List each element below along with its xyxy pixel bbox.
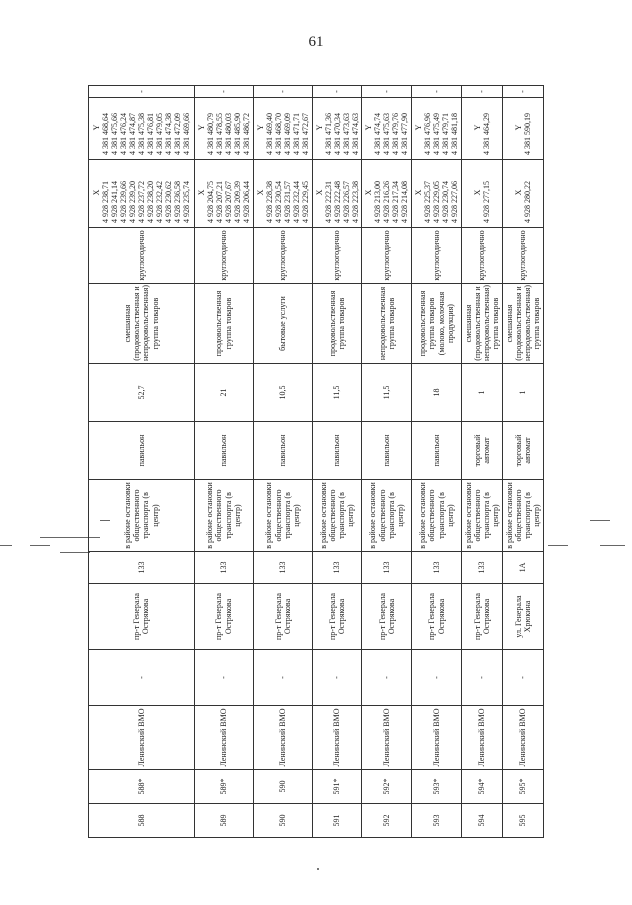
trade-places-table (88, 85, 544, 838)
cell-x (502, 160, 543, 228)
cell-street: пр-т Генерала Острякова (412, 584, 462, 650)
cell-code: 595* (502, 770, 543, 804)
cell-landmark: в районе остановки общественного транспорта (в центр) (502, 480, 543, 552)
axis-label: Y (413, 124, 423, 131)
coordinate-values: 4 928 277,15 (481, 181, 491, 223)
cell-house: 133 (461, 552, 502, 584)
coordinate-values: 4 381 471,36 4 381 470,34 4 381 473,63 4 381 474,63 (323, 113, 360, 155)
cell-num: 592 (362, 804, 412, 838)
coordinate-values: 4 381 474,74 4 381 475,63 4 381 479,76 4 381 477,90 (373, 113, 410, 155)
scan-mark (30, 545, 50, 546)
cell-note: - (412, 86, 462, 98)
cell-extra: - (461, 650, 502, 706)
axis-label: Y (196, 124, 206, 131)
cell-y (89, 98, 195, 160)
cell-num: 588 (89, 804, 195, 838)
cell-specialization: бытовые услуги (253, 284, 312, 364)
cell-area: 11,5 (362, 364, 412, 422)
cell-house: 133 (194, 552, 253, 584)
cell-type: павильон (89, 422, 195, 480)
cell-extra: - (312, 650, 362, 706)
cell-num: 589 (194, 804, 253, 838)
cell-code: 588* (89, 770, 195, 804)
cell-type: павильон (362, 422, 412, 480)
cell-extra: - (89, 650, 195, 706)
scan-mark (548, 545, 568, 546)
axis-label: X (472, 189, 482, 196)
cell-specialization: непродовольственная группа товаров (362, 284, 412, 364)
cell-code: 591* (312, 770, 362, 804)
table-row (89, 86, 195, 838)
cell-period: круглогодично (461, 228, 502, 284)
axis-label: Y (513, 124, 523, 131)
rotated-table-wrapper (88, 86, 544, 838)
coordinate-values: 4 381 468,64 4 381 475,66 4 381 476,24 4 381 474,87 4 381 475,38 4 381 476,81 4 381 479,05 4 381 474,38 4 381 472,09 4 381 469,66 (100, 113, 191, 155)
cell-specialization: смешанная (продовольственная и непродовольственная) группа товаров (89, 284, 195, 364)
coordinate-values: 4 928 222,31 4 928 222,48 4 928 226,57 4 928 223,38 (323, 181, 360, 223)
coordinate-values: 4 381 464,29 (481, 113, 491, 155)
cell-landmark: в районе остановки общественного транспорта (в центр) (362, 480, 412, 552)
cell-num: 593 (412, 804, 462, 838)
cell-landmark: в районе остановки общественного транспорта (в центр) (194, 480, 253, 552)
cell-type: павильон (312, 422, 362, 480)
table-row (502, 86, 543, 838)
axis-label: Y (314, 124, 324, 131)
table-row (461, 86, 502, 838)
cell-y (194, 98, 253, 160)
cell-landmark: в районе остановки общественного транспорта (в центр) (312, 480, 362, 552)
cell-x (461, 160, 502, 228)
scan-mark (590, 520, 610, 521)
table-row (194, 86, 253, 838)
cell-period: круглогодично (253, 228, 312, 284)
cell-code: 594* (461, 770, 502, 804)
cell-num: 594 (461, 804, 502, 838)
scan-mark (60, 552, 90, 553)
cell-area: 10,5 (253, 364, 312, 422)
coordinate-values: 4 928 225,37 4 928 229,05 4 928 230,74 4 928 227,06 (422, 181, 460, 223)
cell-district: Ленинский ВМО (362, 706, 412, 770)
cell-district: Ленинский ВМО (89, 706, 195, 770)
table-row (362, 86, 412, 838)
cell-house: 1А (502, 552, 543, 584)
cell-extra: - (362, 650, 412, 706)
cell-district: Ленинский ВМО (412, 706, 462, 770)
cell-specialization: смешанная (продовольственная и непродовольственная) группа товаров (502, 284, 543, 364)
scan-mark (0, 545, 12, 546)
cell-district: Ленинский ВМО (502, 706, 543, 770)
axis-label: Y (472, 124, 482, 131)
cell-area: 18 (412, 364, 462, 422)
cell-code: 592* (362, 770, 412, 804)
cell-house: 133 (412, 552, 462, 584)
cell-area: 21 (194, 364, 253, 422)
coordinate-values: 4 928 213,00 4 928 216,26 4 928 217,34 4 928 214,08 (373, 181, 410, 223)
cell-y (412, 98, 462, 160)
axis-label: X (91, 189, 101, 196)
cell-note: - (253, 86, 312, 98)
cell-landmark: в районе остановки общественного транспорта (в центр) (89, 480, 195, 552)
cell-x (412, 160, 462, 228)
coordinate-values: 4 928 228,38 4 928 230,54 4 928 231,57 4 928 232,44 4 928 229,45 (264, 181, 310, 223)
cell-code: 589* (194, 770, 253, 804)
cell-note: - (502, 86, 543, 98)
cell-area: 52,7 (89, 364, 195, 422)
cell-note: - (312, 86, 362, 98)
cell-y (253, 98, 312, 160)
cell-code: 590 (253, 770, 312, 804)
cell-area: 1 (502, 364, 543, 422)
cell-type: торговый автомат (502, 422, 543, 480)
cell-type: павильон (412, 422, 462, 480)
cell-extra: - (412, 650, 462, 706)
cell-x (89, 160, 195, 228)
coordinate-values: 4 381 469,40 4 381 468,70 4 381 469,09 4 381 471,71 4 381 472,67 (264, 113, 310, 155)
cell-district: Ленинский ВМО (194, 706, 253, 770)
cell-specialization: продовольственная группа товаров (312, 284, 362, 364)
coordinate-values: 4 928 204,75 4 928 207,21 4 928 207,67 4 928 209,39 4 928 206,44 (205, 181, 251, 223)
axis-label: X (364, 189, 374, 196)
cell-period: круглогодично (194, 228, 253, 284)
cell-note: - (461, 86, 502, 98)
cell-y (362, 98, 412, 160)
axis-label: X (314, 189, 324, 196)
axis-label: Y (91, 124, 101, 131)
cell-house: 133 (89, 552, 195, 584)
coordinate-values: 4 928 238,71 4 928 241,14 4 928 239,66 4 928 239,20 4 928 237,72 4 928 238,20 4 928 232,42 4 928 230,62 4 928 236,58 4 928 235,74 (100, 181, 191, 223)
cell-extra: - (253, 650, 312, 706)
cell-street: ул. Генерала Хрюкина (502, 584, 543, 650)
cell-landmark: в районе остановки общественного транспорта (в центр) (461, 480, 502, 552)
coordinate-values: 4 381 590,19 (522, 113, 532, 155)
coordinate-values: 4 928 280,22 (522, 181, 532, 223)
axis-label: X (413, 189, 423, 196)
cell-area: 1 (461, 364, 502, 422)
cell-x (312, 160, 362, 228)
cell-y (312, 98, 362, 160)
cell-district: Ленинский ВМО (312, 706, 362, 770)
cell-period: круглогодично (362, 228, 412, 284)
cell-district: Ленинский ВМО (253, 706, 312, 770)
table-row (412, 86, 462, 838)
cell-x (362, 160, 412, 228)
axis-label: X (196, 189, 206, 196)
axis-label: Y (364, 124, 374, 131)
axis-label: X (255, 189, 265, 196)
cell-period: круглогодично (89, 228, 195, 284)
cell-street: пр-т Генерала Острякова (312, 584, 362, 650)
cell-num: 590 (253, 804, 312, 838)
cell-type: павильон (194, 422, 253, 480)
page-number: 61 (308, 34, 324, 50)
cell-area: 11,5 (312, 364, 362, 422)
coordinate-values: 4 381 480,79 4 381 478,55 4 381 480,03 4 381 485,90 4 381 486,72 (205, 113, 251, 155)
cell-note: - (89, 86, 195, 98)
cell-type: торговый автомат (461, 422, 502, 480)
cell-house: 133 (312, 552, 362, 584)
cell-period: круглогодично (412, 228, 462, 284)
cell-specialization: смешанная (продовольственная и непродовольственная) группа товаров (461, 284, 502, 364)
cell-y (502, 98, 543, 160)
axis-label: X (513, 189, 523, 196)
scan-speck (317, 868, 319, 870)
cell-note: - (194, 86, 253, 98)
cell-extra: - (502, 650, 543, 706)
cell-num: 595 (502, 804, 543, 838)
cell-house: 133 (362, 552, 412, 584)
cell-x (194, 160, 253, 228)
cell-street: пр-т Генерала Острякова (194, 584, 253, 650)
coordinate-values: 4 381 476,96 4 381 475,49 4 381 479,71 4 381 481,18 (422, 113, 460, 155)
scan-mark (600, 545, 625, 546)
cell-district: Ленинский ВМО (461, 706, 502, 770)
cell-period: круглогодично (312, 228, 362, 284)
cell-y (461, 98, 502, 160)
axis-label: Y (255, 124, 265, 131)
cell-specialization: продовольственная группа товаров (194, 284, 253, 364)
cell-num: 591 (312, 804, 362, 838)
cell-street: пр-т Генерала Острякова (89, 584, 195, 650)
cell-code: 593* (412, 770, 462, 804)
cell-landmark: в районе остановки общественного транспорта (в центр) (412, 480, 462, 552)
cell-type: павильон (253, 422, 312, 480)
cell-note: - (362, 86, 412, 98)
cell-period: круглогодично (502, 228, 543, 284)
cell-house: 133 (253, 552, 312, 584)
cell-street: пр-т Генерала Острякова (253, 584, 312, 650)
cell-street: пр-т Генерала Острякова (362, 584, 412, 650)
cell-x (253, 160, 312, 228)
cell-street: пр-т Генерала Острякова (461, 584, 502, 650)
cell-landmark: в районе остановки общественного транспорта (в центр) (253, 480, 312, 552)
cell-specialization: продовольственная группа товаров (молоко, молочная продукция) (412, 284, 462, 364)
table-row (312, 86, 362, 838)
table-row (253, 86, 312, 838)
cell-extra: - (194, 650, 253, 706)
